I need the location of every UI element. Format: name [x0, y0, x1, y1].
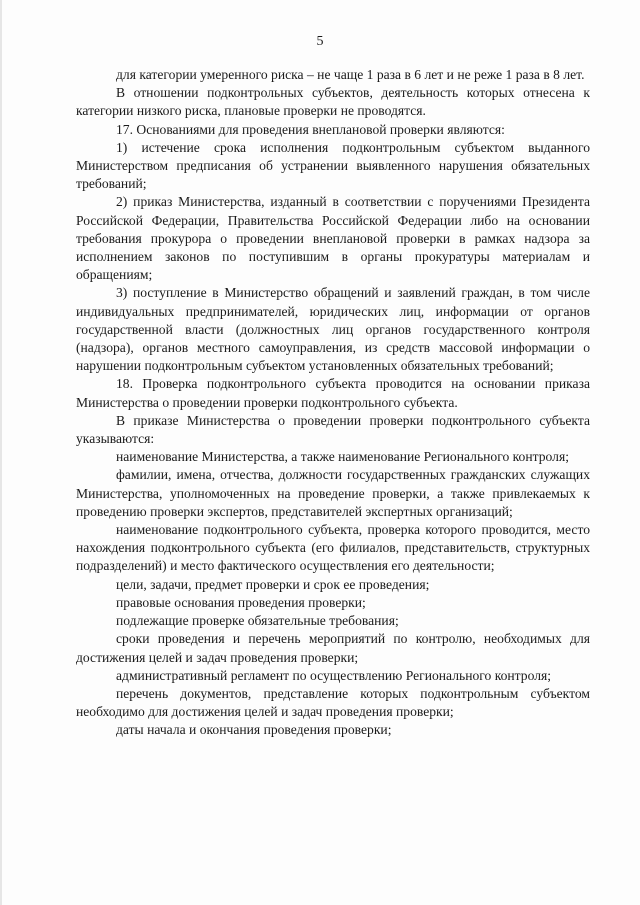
paragraph: для категории умеренного риска – не чаще 1 раза в 6 лет и не реже 1 раза в 8 лет.: [116, 67, 585, 82]
paragraph: В отношении подконтрольных субъектов, деятельность которых отнесена к категории низкого риска, плановые проверки не проводятся.: [76, 85, 590, 119]
paragraph: 3) поступление в Министерство обращений и заявлений граждан, в том числе индивидуальных предпринимателей, юридических лиц, информации от органов государственной власти (должностных лиц органов государственного контроля (надзора), органов местного самоуправления, из средств массовой информации о нарушении подконтрольным субъектом установленных обязательных требований;: [76, 285, 590, 374]
scan-edge: [0, 0, 2, 905]
paragraph: В приказе Министерства о проведении проверки подконтрольного субъекта указываются:: [76, 412, 590, 447]
paragraph: перечень документов, представление которых подконтрольным субъектом необходимо для достижения целей и задач проведения проверки;: [76, 685, 590, 720]
paragraph: 18. Проверка подконтрольного субъекта проводится на основании приказа Министерства о проведении проверки подконтрольного субъекта.: [76, 376, 590, 410]
paragraph: наименование Министерства, а также наименование Регионального контроля;: [116, 449, 569, 465]
document-body: [76, 66, 590, 740]
paragraph: 2) приказ Министерства, изданный в соответствии с поручениями Президента Российской Федерации, Правительства Российской Федерации либо на основании требования прокурора о проведении внеплановой проверки в рамках надзора за исполнением законов по поступившим в органы прокуратуры материалам и обращениям;: [76, 194, 590, 283]
paragraph: наименование подконтрольного субъекта, проверка которого проводится, место нахождения подконтрольного субъекта (его филиалов, представительств, структурных подразделений) и место фактического осуществления его деятельности;: [76, 522, 590, 574]
paragraph: фамилии, имена, отчества, должности государственных гражданских служащих Министерства, уполномоченных на проведение проверки, а также привлекаемых к проведению проверки экспертов, представителей экспертных организаций;: [76, 467, 590, 519]
paragraph: 1) истечение срока исполнения подконтрольным субъектом выданного Министерством предписания об устранении выявленного нарушения обязательных требований;: [76, 139, 590, 192]
paragraph: сроки проведения и перечень мероприятий по контролю, необходимых для достижения целей и задач проведения проверки;: [76, 631, 590, 665]
page-number: 5: [316, 34, 324, 49]
paragraph: подлежащие проверке обязательные требования;: [116, 613, 399, 629]
paragraph: административный регламент по осуществлению Регионального контроля;: [116, 667, 552, 683]
paragraph: даты начала и окончания проведения проверки;: [116, 722, 392, 738]
paragraph: цели, задачи, предмет проверки и срок ее проведения;: [116, 576, 430, 592]
paragraph: 17. Основаниями для проведения внеплановой проверки являются:: [116, 121, 505, 137]
paragraph: правовые основания проведения проверки;: [116, 594, 366, 610]
